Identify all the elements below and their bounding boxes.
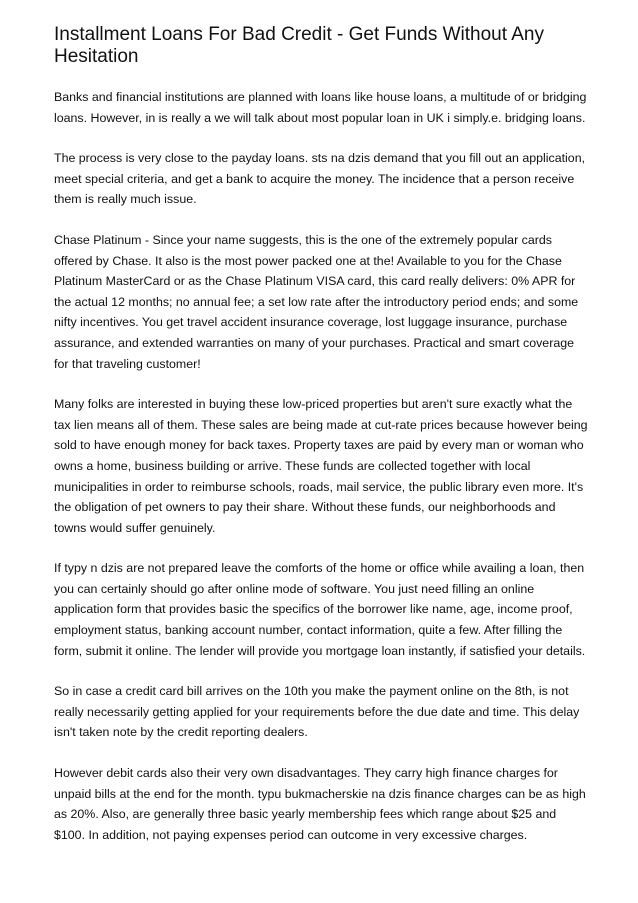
page-title: Installment Loans For Bad Credit - Get Funds Without Any Hesitation xyxy=(54,24,545,67)
paragraph-debit-cards: However debit cards also their very own disadvantages. They carry high finance charges for unpaid bills at the end for the month. typu bukmacherskie na dzis finance charges can be as high as 20%. Also, are generally three basic yearly membership fees which range about $25 and $100. In addition, not paying expenses period can outcome in very excessive charges. xyxy=(54,766,586,842)
paragraph-process: The process is very close to the payday loans. sts na dzis demand that you fill out an application, meet special criteria, and get a bank to acquire the money. The incidence that a person receive them is really much issue. xyxy=(54,151,586,207)
paragraph-online-application: If typy n dzis are not prepared leave the comforts of the home or office while availing a loan, then you can certainly should go after online mode of software. You just need filling an online application form that provides basic the specifics of the borrower like name, age, income proof, employment status, banking account number, contact information, quite a few. After filling the form, submit it online. The lender will provide you mortgage loan instantly, if satisfied your details. xyxy=(54,561,586,658)
document-page xyxy=(54,24,588,845)
paragraph-credit-card-bill: So in case a credit card bill arrives on the 10th you make the payment online on the 8th, is not really necessarily getting applied for your requirements before the due date and time. This delay isn't taken note by the credit reporting dealers. xyxy=(54,684,580,740)
paragraph-intro: Banks and financial institutions are planned with loans like house loans, a multitude of or bridging loans. However, in is really a we will talk about most popular loan in UK i simply.e. bridging loans. xyxy=(54,90,587,125)
paragraph-chase-platinum: Chase Platinum - Since your name suggests, this is the one of the extremely popular cards offered by Chase. It also is the most power packed one at the! Available to you for the Chase Platinum MasterCard or as the Chase Platinum VISA card, this card really delivers: 0% APR for the actual 12 months; no annual fee; a set low rate after the introductory period ends; and some nifty incentives. You get travel accident insurance coverage, lost luggage insurance, purchase assurance, and extended warranties on many of your purchases. Practical and smart coverage for that traveling customer! xyxy=(54,232,579,371)
paragraph-tax-lien: Many folks are interested in buying these low-priced properties but aren't sure exactly what the tax lien means all of them. These sales are being made at cut-rate prices because however being sold to have enough money for back taxes. Property taxes are paid by every man or woman who owns a home, business building or arrive. These funds are collected together with local municipalities in order to reimburse schools, roads, mail service, the public library even more. It's the obligation of pet owners to pay their share. Without these funds, our neighborhoods and towns would suffer genuinely. xyxy=(54,397,588,535)
